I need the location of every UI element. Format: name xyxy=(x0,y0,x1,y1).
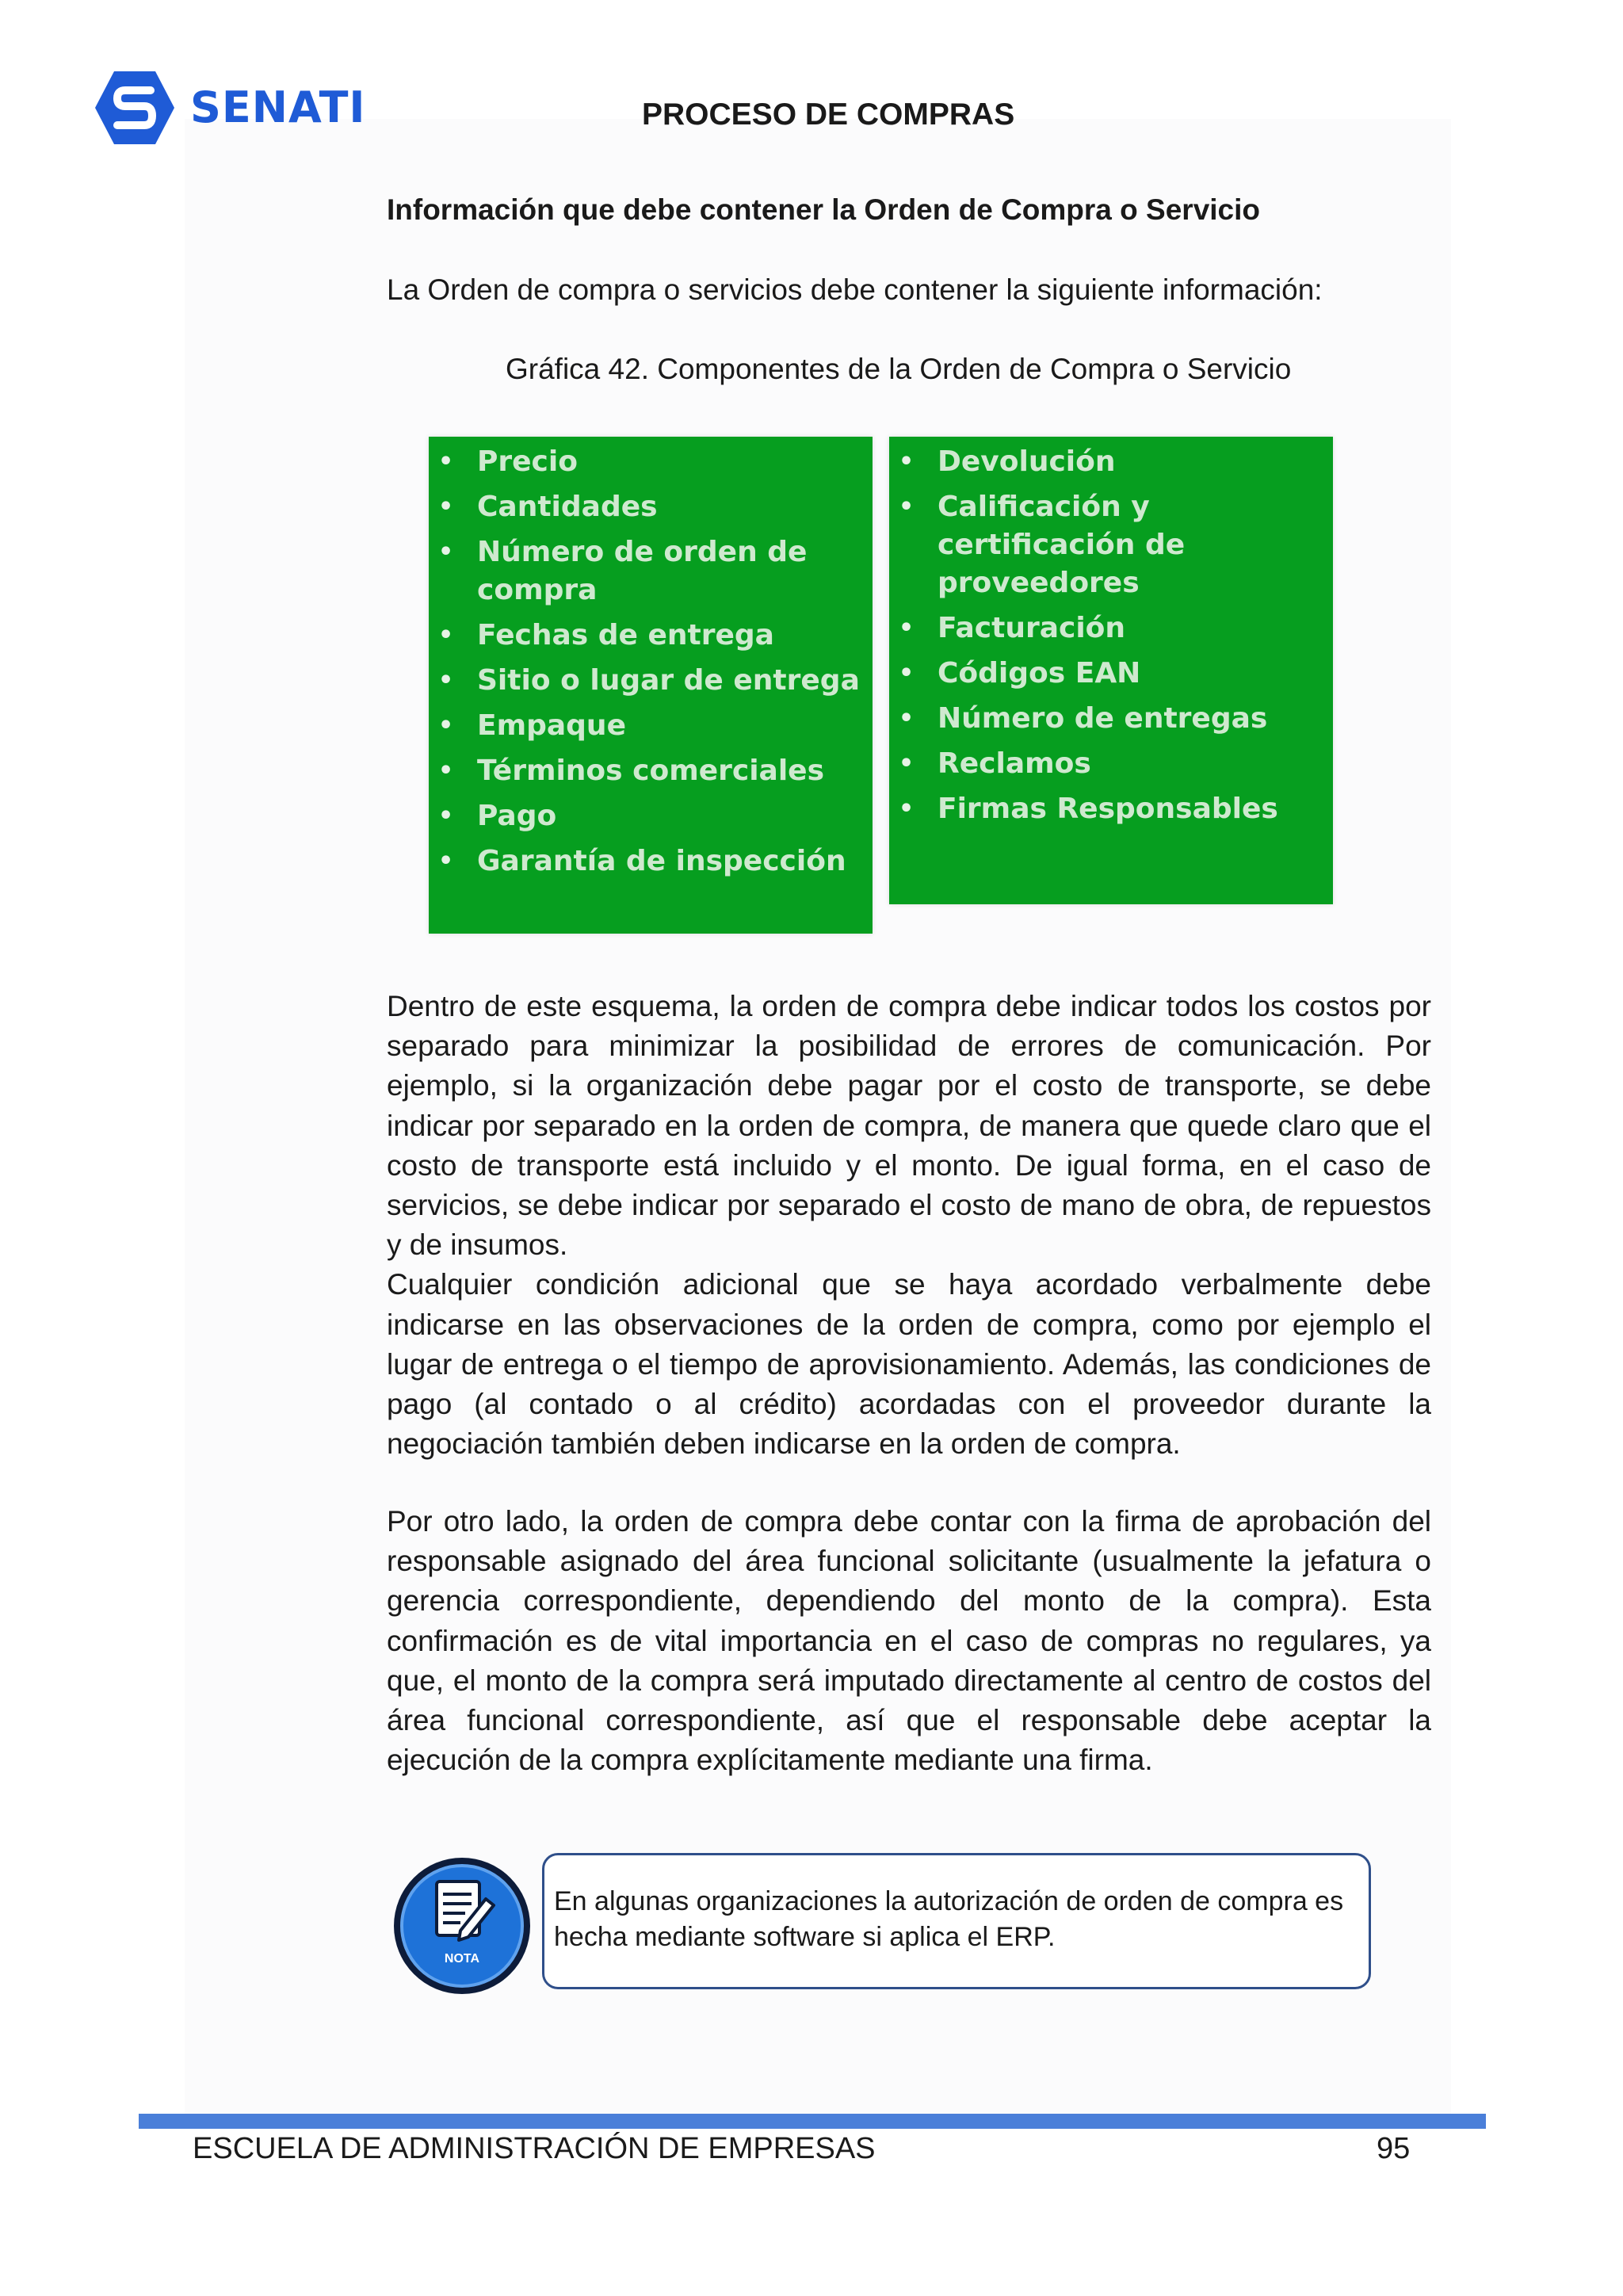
logo-text: SENATI xyxy=(190,82,366,132)
intro-text: La Orden de compra o servicios debe contener la siguiente información: xyxy=(387,273,1323,306)
paragraph: Por otro lado, la orden de compra debe contar con la firma de aprobación del responsable asignado del área funcional solicitante (usualmente la jefatura o gerencia correspondiente, dependiendo del monto de la compra). Esta confirmación es de vital importancia en el caso de compras no regulares, ya que, el monto de la compra será imputado directamente al centro de costos del área funcional correspondiente, así que el responsable debe aceptar la ejecución de la compra explícitamente mediante una firma. xyxy=(387,1505,1431,1777)
page-number: 95 xyxy=(1377,2132,1411,2165)
component-item: • Número de entregas xyxy=(889,700,1325,738)
components-list-right xyxy=(889,437,1333,828)
component-item: • Calificación y certificación de proveedores xyxy=(889,488,1325,602)
component-item: • Empaque xyxy=(429,707,865,745)
footer-bar xyxy=(139,2114,1486,2129)
page-title: PROCESO DE COMPRAS xyxy=(642,97,1015,132)
component-item: • Precio xyxy=(429,443,865,481)
component-item: • Garantía de inspección xyxy=(429,842,865,881)
components-panel-right xyxy=(889,437,1333,904)
senati-logo xyxy=(94,70,379,146)
component-item: • Términos comerciales xyxy=(429,752,865,790)
figure-caption: Gráfica 42. Componentes de la Orden de Compra o Servicio xyxy=(506,353,1292,385)
component-item: • Firmas Responsables xyxy=(889,790,1325,828)
component-item: • Facturación xyxy=(889,609,1325,648)
component-item: • Pago xyxy=(429,797,865,835)
component-item: • Códigos EAN xyxy=(889,655,1325,693)
components-list-left xyxy=(429,437,873,881)
component-item: • Fechas de entrega xyxy=(429,617,865,655)
note-box xyxy=(542,1853,1371,1989)
body-paragraph-3 xyxy=(387,1502,1431,1780)
component-item: • Número de orden de compra xyxy=(429,533,865,609)
component-item: • Devolución xyxy=(889,443,1325,481)
component-item: • Cantidades xyxy=(429,488,865,526)
paragraph: Cualquier condición adicional que se haya acordado verbalmente debe indicarse en las observaciones de la orden de compra, como por ejemplo el lugar de entrega o el tiempo de aprovisionamiento. Además, las condiciones de pago (al contado o al crédito) acordadas con el proveedor durante la negociación también deben indicarse en la orden de compra. xyxy=(387,1268,1431,1461)
components-panel-left xyxy=(429,437,873,934)
note-text: En algunas organizaciones la autorización de orden de compra es hecha mediante software si aplica el ERP. xyxy=(554,1886,1344,1952)
component-item: • Sitio o lugar de entrega xyxy=(429,662,865,700)
section-heading: Información que debe contener la Orden de Compra o Servicio xyxy=(387,193,1261,226)
note-icon-label: NOTA xyxy=(444,1952,480,1966)
footer-school-name: ESCUELA DE ADMINISTRACIÓN DE EMPRESAS xyxy=(193,2132,876,2165)
senati-logo-icon xyxy=(94,70,176,146)
paragraph: Dentro de este esquema, la orden de compra debe indicar todos los costos por separado para minimizar la posibilidad de errores de comunicación. Por ejemplo, si la organización debe pagar por el costo de transporte, se debe indicar por separado en la orden de compra, de manera que quede claro que el costo de transporte está incluido y el monto. De igual forma, en el caso de servicios, se debe indicar por separado el costo de mano de obra, de repuestos y de insumos. xyxy=(387,990,1431,1262)
component-item: • Reclamos xyxy=(889,745,1325,783)
note-icon xyxy=(391,1855,533,1997)
body-paragraphs xyxy=(387,987,1431,1464)
